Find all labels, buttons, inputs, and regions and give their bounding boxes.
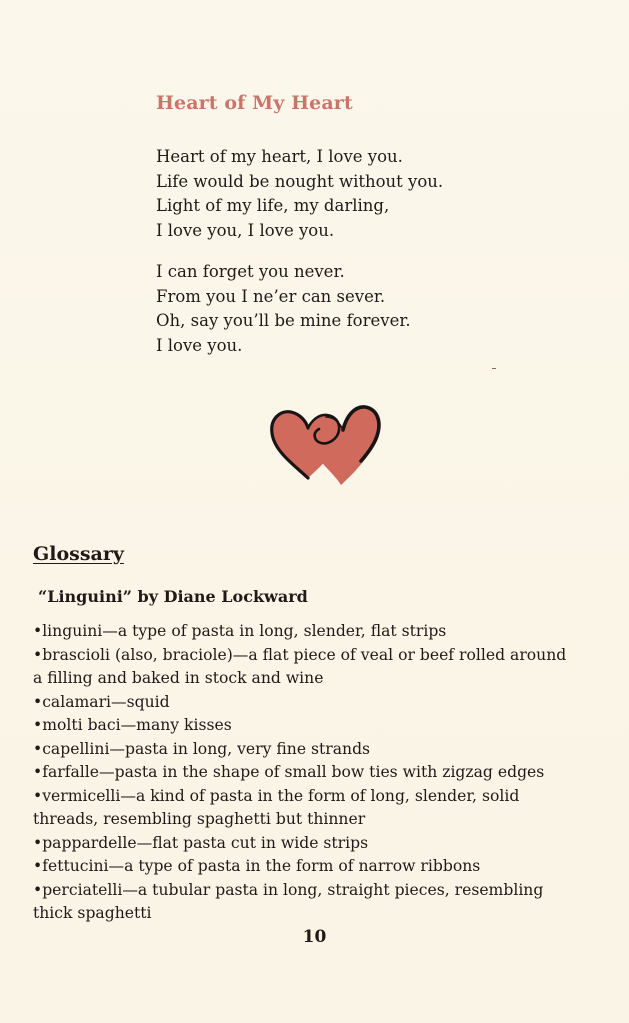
poem-line: Light of my life, my darling, xyxy=(156,196,390,216)
poem-line: Oh, say you’ll be mine forever. xyxy=(156,311,411,331)
glossary-entry: •pappardelle—flat pasta cut in wide strips xyxy=(33,833,369,852)
glossary-entry: •brascioli (also, braciole)—a flat piece of veal or beef rolled around xyxy=(33,645,567,664)
paper-speck xyxy=(492,368,496,369)
glossary-entry: thick spaghetti xyxy=(33,904,152,922)
glossary-entry: •farfalle—pasta in the shape of small bow ties with zigzag edges xyxy=(33,763,545,781)
glossary-heading: Glossary xyxy=(33,543,124,565)
poem-line: I love you. xyxy=(156,335,243,355)
poem-title: Heart of My Heart xyxy=(156,92,353,114)
glossary-entry: •calamari—squid xyxy=(33,692,170,711)
glossary-entry: •perciatelli—a tubular pasta in long, straight pieces, resembling xyxy=(33,880,544,899)
glossary-list xyxy=(33,620,608,926)
glossary-entry: •capellini—pasta in long, very fine strands xyxy=(33,739,371,758)
poem-line: From you I ne’er can sever. xyxy=(156,286,386,306)
poem-line: I can forget you never. xyxy=(156,262,345,281)
poem-stanza-1 xyxy=(156,145,443,243)
glossary-entry: •fettucini—a type of pasta in the form of narrow ribbons xyxy=(33,857,481,875)
glossary-entry: threads, resembling spaghetti but thinner xyxy=(33,810,366,828)
poem-stanza-2 xyxy=(156,260,411,358)
poem-line: Heart of my heart, I love you. xyxy=(156,147,403,166)
page-number: 10 xyxy=(302,927,327,947)
glossary-entry: •vermicelli—a kind of pasta in the form of long, slender, solid xyxy=(33,786,520,805)
right-heart-icon xyxy=(309,408,379,485)
glossary-subheading: “Linguini” by Diane Lockward xyxy=(38,587,308,606)
glossary-entry: •molti baci—many kisses xyxy=(33,716,232,734)
poem-line: I love you, I love you. xyxy=(156,220,335,240)
glossary-entry: •linguini—a type of pasta in long, slender, flat strips xyxy=(33,622,447,640)
glossary-entry: a filling and baked in stock and wine xyxy=(33,669,324,687)
double-hearts-icon xyxy=(264,395,384,490)
poem-line: Life would be nought without you. xyxy=(156,171,444,191)
